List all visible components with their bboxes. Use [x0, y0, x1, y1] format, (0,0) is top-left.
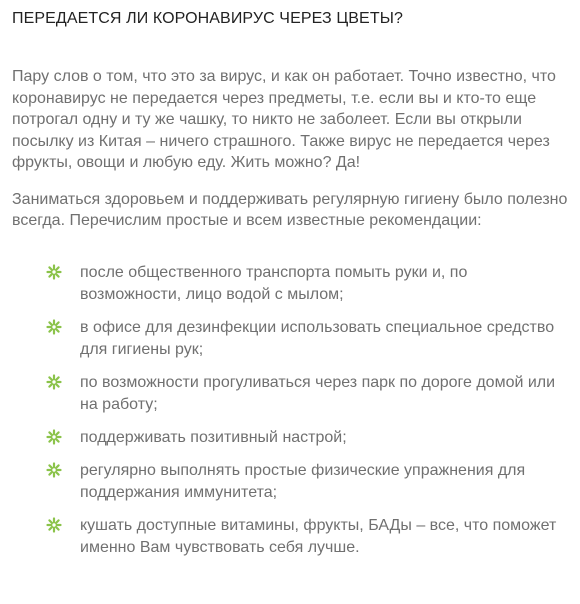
green-flower-icon — [46, 374, 62, 390]
paragraph-recommendations-intro: Заниматься здоровьем и поддерживать регулярную гигиену было полезно всегда. Перечислим простые и всем известные рекомендации: — [12, 190, 568, 229]
list-item — [12, 262, 568, 306]
list-item-text: после общественного транспорта помыть руки и, по возможности, лицо водой с мылом; — [80, 263, 468, 303]
green-flower-icon — [46, 462, 62, 478]
list-item — [12, 427, 568, 449]
list-item-text: поддерживать позитивный настрой; — [80, 428, 347, 446]
article-title: ПЕРЕДАЕТСЯ ЛИ КОРОНАВИРУС ЧЕРЕЗ ЦВЕТЫ? — [12, 10, 403, 27]
article — [12, 0, 568, 570]
list-item-text: кушать доступные витамины, фрукты, БАДы – все, что поможет именно Вам чувствовать себя лучше. — [80, 516, 557, 556]
recommendations-list — [12, 262, 568, 559]
green-flower-icon — [46, 319, 62, 335]
list-item — [12, 317, 568, 361]
list-item-text: в офисе для дезинфекции использовать специальное средство для гигиены рук; — [80, 318, 555, 358]
green-flower-icon — [46, 429, 62, 445]
list-item — [12, 515, 568, 559]
list-item — [12, 372, 568, 416]
green-flower-icon — [46, 517, 62, 533]
green-flower-icon — [46, 264, 62, 280]
paragraph-intro: Пару слов о том, что это за вирус, и как он работает. Точно известно, что коронавирус не передается через предметы, т.е. если вы и кто-то еще потрогал одну и ту же чашку, то никто не заболеет. Если вы открыли посылку из Китая – ничего страшного. Также вирус не передается через фрукты, овощи и любую еду. Жить можно? Да! — [12, 68, 556, 171]
list-item-text: по возможности прогуливаться через парк по дороге домой или на работу; — [80, 373, 556, 413]
list-item — [12, 460, 568, 504]
list-item-text: регулярно выполнять простые физические упражнения для поддержания иммунитета; — [80, 461, 526, 501]
